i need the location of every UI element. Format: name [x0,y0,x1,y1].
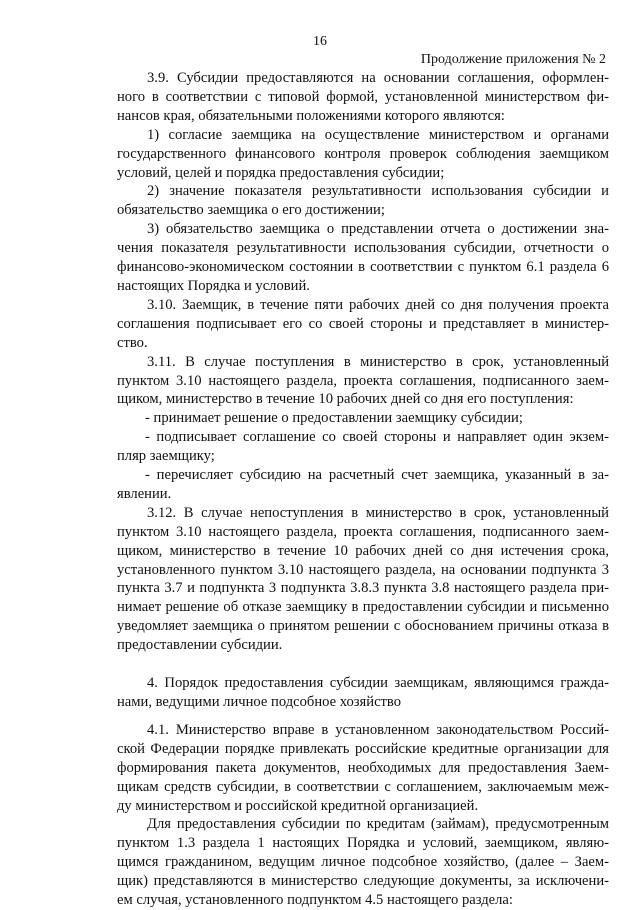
paragraph-4-1-line: ской Федерации порядке привлекать российские кредитные организации для [117,740,609,757]
paragraph-3-9-line: ного в соответствии с типовой формой, установленной министерством фи- [117,88,609,105]
section-4-heading-line: 4. Порядок предоставления субсидии заемщикам, являющимся гражда- [147,675,609,692]
paragraph-4-1-line: щикам средств субсидии, в соответствии с соглашением, заключаемым меж- [117,778,609,795]
list-item-3-line: настоящих Порядка и условий. [117,277,310,294]
page-number: 16 [313,34,327,49]
paragraph-3-12-line: 3.12. В случае непоступления в министерство в срок, установленный [147,504,609,521]
continuation-note: Продолжение приложения № 2 [420,52,606,67]
list-item-3-line: 3) обязательство заемщика о представлении отчета о достижении зна- [147,221,609,238]
paragraph-3-12-line: щиком, министерство в течение 10 рабочих дней со дня истечения срока, [117,542,609,559]
paragraph-4-1-line: ду министерством и российской кредитной организацией. [117,797,479,814]
dash-item-line: - подписывает соглашение со своей стороны и направляет один экзем- [145,429,609,446]
paragraph-3-10-line: ство. [117,334,148,351]
paragraph-3-11-line: 3.11. В случае поступления в министерство в срок, установленный [147,353,609,370]
paragraph-3-11-line: пунктом 3.10 настоящего раздела, проекта соглашения, подписанного заем- [117,372,609,389]
documents-paragraph-line: щимся гражданином, ведущим личное подсобное хозяйство, (далее – Заем- [117,854,609,871]
list-item-1-line: условий, целей и порядка предоставления субсидии; [117,164,445,181]
document-body [117,69,609,910]
list-item-1-line: 1) согласие заемщика на осуществление министерством и органами [147,126,609,143]
documents-paragraph-line: ем случая, установленного подпунктом 4.5 настоящего раздела: [117,892,513,909]
paragraph-3-12-line: нимает решение об отказе заемщику в предоставлении субсидии и письменно [117,599,609,616]
paragraph-4-1-line: формирования пакета документов, необходимых для предоставления Заем- [117,759,609,776]
list-item-2-line: обязательство заемщика о его достижении; [117,202,385,219]
list-item-2-line: 2) значение показателя результативности использования субсидии и [147,183,609,200]
dash-item-line: пляр заемщику; [117,448,215,465]
paragraph-3-12-line: установленного пунктом 3.10 настоящего раздела, на основании подпункта 3 [117,561,609,578]
dash-item-line: - принимает решение о предоставлении заемщику субсидии; [145,410,523,427]
paragraph-3-9-line: нансов края, обязательными положениями которого являются: [117,107,505,124]
list-item-3-line: финансово-экономическом состоянии в соответствии с пунктом 6.1 раздела 6 [117,259,609,276]
paragraph-3-11-line: щиком, министерство в течение 10 рабочих дней со дня его поступления: [117,391,574,408]
paragraph-3-12-line: уведомляет заемщика о принятом решении с обоснованием причины отказа в [117,618,609,635]
paragraph-3-12-line: пунктом 3.10 настоящего раздела, проекта соглашения, подписанного заем- [117,523,609,540]
paragraph-3-10-line: 3.10. Заемщик, в течение пяти рабочих дней со дня получения проекта [147,296,609,313]
documents-paragraph-line: Для предоставления субсидии по кредитам (займам), предусмотренным [147,816,609,833]
paragraph-3-9-line: 3.9. Субсидии предоставляются на основании соглашения, оформлен- [147,70,609,86]
heading-spacer [117,712,609,721]
paragraph-3-12-line: предоставлении субсидии. [117,637,283,654]
dash-item-line: - перечисляет субсидию на расчетный счет заемщика, указанный в за- [145,467,609,484]
list-item-3-line: чения показателя результативности использования субсидии, отчетности о [117,240,609,257]
documents-paragraph-line: пунктом 1.3 раздела 1 настоящих Порядка и условий, заемщиком, являю- [117,835,609,852]
paragraph-3-12-line: пункта 3.7 и подпункта 3 подпункта 3.8.3 пункта 3.8 настоящего раздела при- [117,580,609,597]
section-4-heading-line: нами, ведущими личное подсобное хозяйство [117,694,402,710]
list-item-1-line: государственного финансового контроля проверок соблюдения заемщиком [117,145,609,162]
paragraph-3-10-line: соглашения подписывает его со своей стороны и представляет в министер- [117,315,609,332]
paragraph-4-1-line: 4.1. Министерство вправе в установленном законодательством Россий- [147,721,609,738]
dash-item-line: явлении. [117,485,172,502]
section-spacer [117,655,609,674]
documents-paragraph-line: щик) представляются в министерство следующие документы, за исключени- [117,873,609,890]
